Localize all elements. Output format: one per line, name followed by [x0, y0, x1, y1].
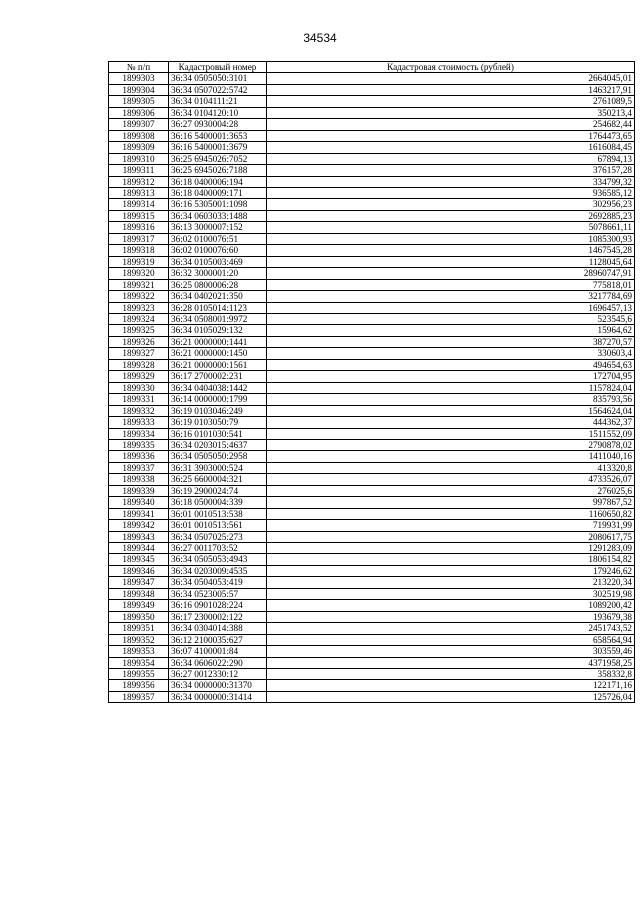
table-row — [109, 417, 635, 428]
cadastral-value-cell: 1467545,28 — [267, 245, 635, 256]
row-index-cell: 1899305 — [109, 96, 169, 107]
row-index-cell: 1899350 — [109, 611, 169, 622]
cadastral-value-cell: 122171,16 — [267, 680, 635, 691]
cadastral-number-cell: 36:17 2700002:231 — [169, 371, 267, 382]
cadastral-value-cell: 179246,62 — [267, 565, 635, 576]
table-row — [109, 96, 635, 107]
table-row — [109, 565, 635, 576]
row-index-cell: 1899314 — [109, 199, 169, 210]
cadastral-value-cell: 1085300,93 — [267, 233, 635, 244]
row-index-cell: 1899316 — [109, 222, 169, 233]
cadastral-value-cell: 2790878,02 — [267, 439, 635, 450]
row-index-cell: 1899313 — [109, 187, 169, 198]
table-header-row — [109, 62, 635, 73]
cadastral-value-cell: 334799,32 — [267, 176, 635, 187]
cadastral-value-cell: 1291283,09 — [267, 543, 635, 554]
cadastral-number-cell: 36:21 0000000:1441 — [169, 336, 267, 347]
cadastral-number-cell: 36:19 2900024:74 — [169, 485, 267, 496]
row-index-cell: 1899340 — [109, 497, 169, 508]
cadastral-number-cell: 36:16 5305001:1098 — [169, 199, 267, 210]
cadastral-number-cell: 36:28 0105014:1123 — [169, 302, 267, 313]
cadastral-value-cell: 3217784,69 — [267, 291, 635, 302]
cadastral-number-cell: 36:34 0104120:10 — [169, 107, 267, 118]
table-row — [109, 176, 635, 187]
cadastral-number-cell: 36:21 0000000:1561 — [169, 359, 267, 370]
table-row — [109, 691, 635, 702]
table-row — [109, 531, 635, 542]
cadastral-number-cell: 36:16 5400001:3679 — [169, 142, 267, 153]
cadastral-value-cell: 2080617,75 — [267, 531, 635, 542]
cadastral-number-cell: 36:34 0402021:350 — [169, 291, 267, 302]
row-index-cell: 1899306 — [109, 107, 169, 118]
cadastral-number-cell: 36:18 0400006:194 — [169, 176, 267, 187]
table-row — [109, 210, 635, 221]
table-row — [109, 245, 635, 256]
cadastral-value-cell: 936585,12 — [267, 187, 635, 198]
table-row — [109, 107, 635, 118]
cadastral-number-cell: 36:34 0104111:21 — [169, 96, 267, 107]
table-row — [109, 577, 635, 588]
page-number: 34534 — [303, 31, 337, 45]
table-row — [109, 233, 635, 244]
table-row — [109, 428, 635, 439]
cadastral-number-cell: 36:34 0507025:273 — [169, 531, 267, 542]
row-index-cell: 1899323 — [109, 302, 169, 313]
cadastral-value-cell: 835793,56 — [267, 394, 635, 405]
cadastral-number-cell: 36:34 0504053:419 — [169, 577, 267, 588]
table-row — [109, 348, 635, 359]
cadastral-number-cell: 36:34 0105003:469 — [169, 256, 267, 267]
cadastral-number-cell: 36:34 0606022:290 — [169, 657, 267, 668]
column-header-cadastral-number: Кадастровый номер — [169, 62, 267, 73]
row-index-cell: 1899346 — [109, 565, 169, 576]
cadastral-value-cell: 28960747,91 — [267, 268, 635, 279]
cadastral-number-cell: 36:34 0603033:1488 — [169, 210, 267, 221]
cadastral-value-cell: 1511552,09 — [267, 428, 635, 439]
cadastral-number-cell: 36:34 0404038:1442 — [169, 382, 267, 393]
cadastral-value-cell: 213220,34 — [267, 577, 635, 588]
cadastral-value-cell: 193679,38 — [267, 611, 635, 622]
cadastral-value-cell: 302956,23 — [267, 199, 635, 210]
cadastral-number-cell: 36:34 0507022:5742 — [169, 84, 267, 95]
cadastral-value-cell: 5078661,11 — [267, 222, 635, 233]
cadastral-value-cell: 387270,57 — [267, 336, 635, 347]
cadastral-value-cell: 1411040,16 — [267, 451, 635, 462]
cadastral-number-cell: 36:16 5400001:3653 — [169, 130, 267, 141]
cadastral-number-cell: 36:34 0505050:3101 — [169, 73, 267, 84]
table-row — [109, 520, 635, 531]
cadastral-value-cell: 67894,13 — [267, 153, 635, 164]
cadastral-value-table — [108, 61, 635, 703]
cadastral-value-cell: 413320,8 — [267, 462, 635, 473]
row-index-cell: 1899356 — [109, 680, 169, 691]
table-row — [109, 680, 635, 691]
cadastral-value-cell: 997867,52 — [267, 497, 635, 508]
cadastral-number-cell: 36:34 0505050:2958 — [169, 451, 267, 462]
cadastral-number-cell: 36:25 6945026:7188 — [169, 165, 267, 176]
row-index-cell: 1899357 — [109, 691, 169, 702]
row-index-cell: 1899321 — [109, 279, 169, 290]
cadastral-value-cell: 15964,62 — [267, 325, 635, 336]
cadastral-number-cell: 36:16 0901028:224 — [169, 600, 267, 611]
cadastral-value-cell: 719931,99 — [267, 520, 635, 531]
table-row — [109, 394, 635, 405]
table-row — [109, 669, 635, 680]
cadastral-value-cell: 1157824,04 — [267, 382, 635, 393]
row-index-cell: 1899325 — [109, 325, 169, 336]
table-row — [109, 588, 635, 599]
row-index-cell: 1899311 — [109, 165, 169, 176]
cadastral-value-cell: 276025,6 — [267, 485, 635, 496]
cadastral-value-cell: 2664045,01 — [267, 73, 635, 84]
row-index-cell: 1899334 — [109, 428, 169, 439]
row-index-cell: 1899332 — [109, 405, 169, 416]
cadastral-value-cell: 1696457,13 — [267, 302, 635, 313]
column-header-index: № п/п — [109, 62, 169, 73]
cadastral-number-cell: 36:34 0508001:9972 — [169, 313, 267, 324]
row-index-cell: 1899347 — [109, 577, 169, 588]
cadastral-number-cell: 36:27 0011703:52 — [169, 543, 267, 554]
row-index-cell: 1899304 — [109, 84, 169, 95]
row-index-cell: 1899344 — [109, 543, 169, 554]
row-index-cell: 1899307 — [109, 119, 169, 130]
table-row — [109, 474, 635, 485]
cadastral-number-cell: 36:25 6600004:321 — [169, 474, 267, 485]
row-index-cell: 1899317 — [109, 233, 169, 244]
cadastral-value-cell: 494654,63 — [267, 359, 635, 370]
table-row — [109, 165, 635, 176]
row-index-cell: 1899320 — [109, 268, 169, 279]
cadastral-value-cell: 2451743,52 — [267, 623, 635, 634]
table-row — [109, 268, 635, 279]
row-index-cell: 1899354 — [109, 657, 169, 668]
cadastral-value-cell: 523545,6 — [267, 313, 635, 324]
cadastral-number-cell: 36:31 3903000:524 — [169, 462, 267, 473]
row-index-cell: 1899326 — [109, 336, 169, 347]
row-index-cell: 1899343 — [109, 531, 169, 542]
table-row — [109, 623, 635, 634]
cadastral-number-cell: 36:14 0000000:1799 — [169, 394, 267, 405]
table-row — [109, 325, 635, 336]
cadastral-number-cell: 36:18 0500004:339 — [169, 497, 267, 508]
table-row — [109, 634, 635, 645]
table-row — [109, 405, 635, 416]
table-row — [109, 222, 635, 233]
column-header-cadastral-value: Кадастровая стоимость (рублей) — [267, 62, 635, 73]
cadastral-value-cell: 1089200,42 — [267, 600, 635, 611]
table-row — [109, 302, 635, 313]
table-row — [109, 291, 635, 302]
table-row — [109, 336, 635, 347]
table-row — [109, 439, 635, 450]
row-index-cell: 1899310 — [109, 153, 169, 164]
table-row — [109, 279, 635, 290]
row-index-cell: 1899352 — [109, 634, 169, 645]
cadastral-value-cell: 1128045,64 — [267, 256, 635, 267]
cadastral-number-cell: 36:16 0101030:541 — [169, 428, 267, 439]
table-row — [109, 256, 635, 267]
cadastral-number-cell: 36:27 0012330:12 — [169, 669, 267, 680]
cadastral-value-cell: 1806154,82 — [267, 554, 635, 565]
cadastral-value-cell: 358332,8 — [267, 669, 635, 680]
cadastral-value-cell: 1463217,91 — [267, 84, 635, 95]
table-row — [109, 451, 635, 462]
row-index-cell: 1899308 — [109, 130, 169, 141]
table-row — [109, 142, 635, 153]
row-index-cell: 1899348 — [109, 588, 169, 599]
row-index-cell: 1899341 — [109, 508, 169, 519]
cadastral-value-cell: 254682,44 — [267, 119, 635, 130]
row-index-cell: 1899335 — [109, 439, 169, 450]
cadastral-number-cell: 36:32 3000001:20 — [169, 268, 267, 279]
cadastral-number-cell: 36:27 0930004:28 — [169, 119, 267, 130]
cadastral-value-cell: 658564,94 — [267, 634, 635, 645]
cadastral-number-cell: 36:02 0100076:60 — [169, 245, 267, 256]
table-row — [109, 508, 635, 519]
cadastral-number-cell: 36:17 2300002:122 — [169, 611, 267, 622]
table-row — [109, 199, 635, 210]
row-index-cell: 1899303 — [109, 73, 169, 84]
cadastral-number-cell: 36:01 0010513:538 — [169, 508, 267, 519]
row-index-cell: 1899353 — [109, 646, 169, 657]
cadastral-number-cell: 36:34 0000000:31414 — [169, 691, 267, 702]
table-row — [109, 657, 635, 668]
cadastral-number-cell: 36:13 3000007:152 — [169, 222, 267, 233]
row-index-cell: 1899351 — [109, 623, 169, 634]
cadastral-value-cell: 444362,37 — [267, 417, 635, 428]
row-index-cell: 1899309 — [109, 142, 169, 153]
row-index-cell: 1899315 — [109, 210, 169, 221]
table-row — [109, 554, 635, 565]
table-row — [109, 119, 635, 130]
table-row — [109, 359, 635, 370]
cadastral-value-cell: 1616084,45 — [267, 142, 635, 153]
cadastral-value-cell: 1764473,65 — [267, 130, 635, 141]
cadastral-number-cell: 36:34 0203009:4535 — [169, 565, 267, 576]
cadastral-value-cell: 330603,4 — [267, 348, 635, 359]
row-index-cell: 1899329 — [109, 371, 169, 382]
table-row — [109, 485, 635, 496]
row-index-cell: 1899333 — [109, 417, 169, 428]
cadastral-number-cell: 36:19 0103050:79 — [169, 417, 267, 428]
cadastral-number-cell: 36:19 0103046:249 — [169, 405, 267, 416]
cadastral-number-cell: 36:02 0100076:51 — [169, 233, 267, 244]
table-row — [109, 187, 635, 198]
row-index-cell: 1899330 — [109, 382, 169, 393]
table-row — [109, 313, 635, 324]
cadastral-value-cell: 4371958,25 — [267, 657, 635, 668]
table-row — [109, 371, 635, 382]
table-row — [109, 497, 635, 508]
row-index-cell: 1899327 — [109, 348, 169, 359]
table-row — [109, 600, 635, 611]
table-row — [109, 611, 635, 622]
cadastral-number-cell: 36:12 2100035:627 — [169, 634, 267, 645]
cadastral-number-cell: 36:34 0304014:388 — [169, 623, 267, 634]
table-row — [109, 84, 635, 95]
cadastral-number-cell: 36:07 4100001:84 — [169, 646, 267, 657]
cadastral-number-cell: 36:34 0523005:57 — [169, 588, 267, 599]
row-index-cell: 1899322 — [109, 291, 169, 302]
cadastral-value-cell: 303559,46 — [267, 646, 635, 657]
row-index-cell: 1899318 — [109, 245, 169, 256]
cadastral-value-cell: 302519,98 — [267, 588, 635, 599]
cadastral-number-cell: 36:34 0203015:4637 — [169, 439, 267, 450]
cadastral-number-cell: 36:25 0800006:28 — [169, 279, 267, 290]
row-index-cell: 1899337 — [109, 462, 169, 473]
row-index-cell: 1899319 — [109, 256, 169, 267]
row-index-cell: 1899336 — [109, 451, 169, 462]
cadastral-number-cell: 36:21 0000000:1450 — [169, 348, 267, 359]
table-row — [109, 543, 635, 554]
row-index-cell: 1899312 — [109, 176, 169, 187]
cadastral-number-cell: 36:34 0000000:31370 — [169, 680, 267, 691]
row-index-cell: 1899324 — [109, 313, 169, 324]
cadastral-value-cell: 1564624,04 — [267, 405, 635, 416]
table-row — [109, 153, 635, 164]
cadastral-number-cell: 36:25 6945026:7052 — [169, 153, 267, 164]
row-index-cell: 1899345 — [109, 554, 169, 565]
row-index-cell: 1899349 — [109, 600, 169, 611]
cadastral-value-cell: 376157,28 — [267, 165, 635, 176]
table-row — [109, 130, 635, 141]
cadastral-number-cell: 36:01 0010513:561 — [169, 520, 267, 531]
row-index-cell: 1899355 — [109, 669, 169, 680]
cadastral-value-cell: 125726,04 — [267, 691, 635, 702]
cadastral-value-cell: 4733526,07 — [267, 474, 635, 485]
cadastral-number-cell: 36:34 0505053:4943 — [169, 554, 267, 565]
table-row — [109, 462, 635, 473]
row-index-cell: 1899342 — [109, 520, 169, 531]
row-index-cell: 1899328 — [109, 359, 169, 370]
cadastral-value-cell: 775818,01 — [267, 279, 635, 290]
table-body — [109, 73, 635, 703]
table-row — [109, 646, 635, 657]
cadastral-number-cell: 36:34 0105029:132 — [169, 325, 267, 336]
row-index-cell: 1899338 — [109, 474, 169, 485]
row-index-cell: 1899331 — [109, 394, 169, 405]
cadastral-value-cell: 172704,95 — [267, 371, 635, 382]
table-row — [109, 73, 635, 84]
row-index-cell: 1899339 — [109, 485, 169, 496]
cadastral-value-cell: 1160650,82 — [267, 508, 635, 519]
table-row — [109, 382, 635, 393]
cadastral-value-cell: 350213,4 — [267, 107, 635, 118]
cadastral-value-cell: 2692885,23 — [267, 210, 635, 221]
cadastral-value-cell: 2761089,5 — [267, 96, 635, 107]
cadastral-number-cell: 36:18 0400009:171 — [169, 187, 267, 198]
